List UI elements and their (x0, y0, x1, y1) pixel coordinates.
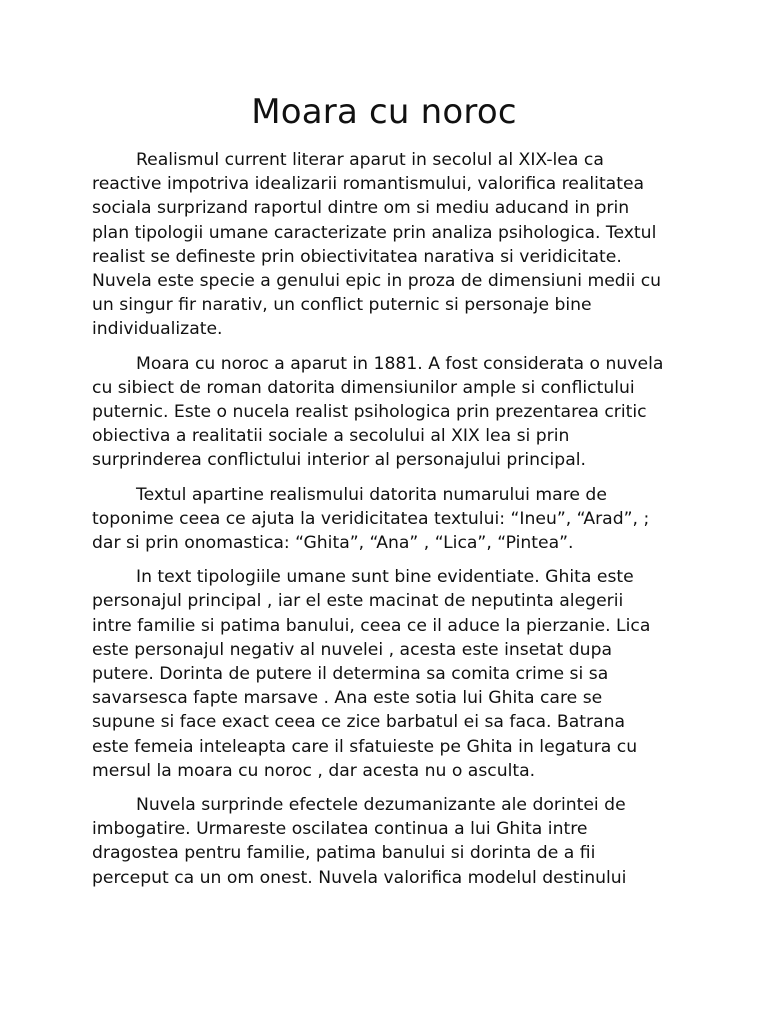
text-line: obiectiva a realitatii sociale a secolului al XIX lea si prin (92, 426, 570, 447)
text-line: intre familie si patima banului, ceea ce il aduce la pierzanie. Lica (92, 615, 651, 636)
text-line: toponime ceea ce ajuta la veridicitatea textului: “Ineu”, “Arad”, ; (92, 508, 650, 529)
text-line: cu sibiect de roman datorita dimensiunilor ample si conflictului (92, 377, 635, 398)
text-line: imbogatire. Urmareste oscilatea continua a lui Ghita intre (92, 819, 588, 840)
text-line: individualizate. (92, 319, 223, 340)
text-line: este personajul negativ al nuvelei , acesta este insetat dupa (92, 639, 613, 660)
text-line: surprinderea conflictului interior al personajului principal. (92, 450, 586, 471)
text-line: realist se defineste prin obiectivitatea narativa si veridicitate. (92, 246, 622, 267)
text-line: perceput ca un om onest. Nuvela valorifica modelul destinului (92, 867, 627, 888)
text-line: dar si prin onomastica: “Ghita”, “Ana” , “Lica”, “Pintea”. (92, 533, 574, 554)
text-line: supune si face exact ceea ce zice barbatul ei sa faca. Batrana (92, 712, 626, 733)
text-line: dragostea pentru familie, patima banului si dorinta de a fii (92, 843, 596, 864)
paragraph (92, 793, 676, 890)
text-line: savarsesca fapte marsave . Ana este sotia lui Ghita care se (92, 688, 603, 709)
page-title: Moara cu noroc (251, 92, 517, 132)
text-line: puternic. Este o nucela realist psihologica prin prezentarea critic (92, 402, 647, 423)
text-line: Nuvela surprinde efectele dezumanizante ale dorintei de (136, 795, 626, 816)
paragraph (92, 565, 676, 783)
text-line: un singur fir narativ, un conflict puternic si personaje bine (92, 295, 592, 316)
text-line: Nuvela este specie a genului epic in proza de dimensiuni medii cu (92, 271, 662, 292)
text-line: In text tipologiile umane sunt bine evidentiate. Ghita este (136, 567, 634, 588)
document-body (92, 148, 676, 890)
text-line: este femeia inteleapta care il sfatuieste pe Ghita in legatura cu (92, 736, 638, 757)
text-line: reactive impotriva idealizarii romantismului, valorifica realitatea (92, 174, 645, 195)
text-line: sociala surprizand raportul dintre om si mediu aducand in prin (92, 198, 630, 219)
text-line: Realismul current literar aparut in secolul al XIX-lea ca (136, 150, 604, 170)
text-line: personajul principal , iar el este macinat de neputinta alegerii (92, 591, 624, 612)
text-line: mersul la moara cu noroc , dar acesta nu o asculta. (92, 760, 536, 781)
text-line: putere. Dorinta de putere il determina sa comita crime si sa (92, 664, 609, 685)
paragraph (92, 483, 676, 556)
text-line: Moara cu noroc a aparut in 1881. A fost considerata o nuvela (136, 353, 664, 374)
text-line: plan tipologii umane caracterizate prin analiza psihologica. Textul (92, 222, 657, 243)
text-line: Textul apartine realismului datorita numarului mare de (136, 484, 607, 505)
paragraph (92, 148, 676, 342)
paragraph (92, 352, 676, 473)
